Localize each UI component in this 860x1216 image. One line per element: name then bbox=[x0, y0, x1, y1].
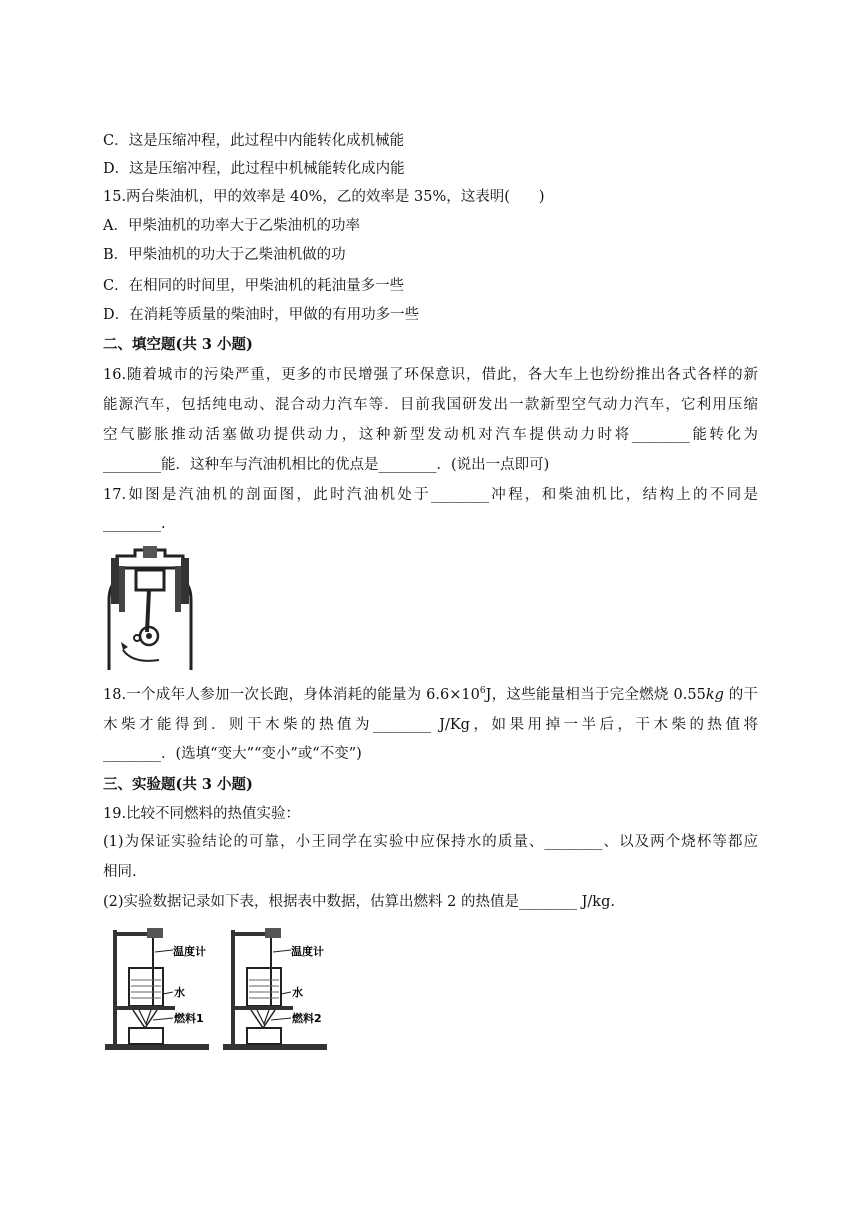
rotation-arrow bbox=[123, 650, 159, 661]
q15-option-a: A．甲柴油机的功率大于乙柴油机的功率 bbox=[103, 218, 360, 234]
q16-line2: 能源汽车，包括纯电动、混合动力汽车等．目前我国研发出一款新型空气动力汽车，它利用压缩 bbox=[103, 397, 758, 413]
q18-line1: 18.一个成年人参加一次长跑，身体消耗的能量为 $6.6\times 10^6J$，这些能量相当于完全燃烧 0.55kg 的干 bbox=[103, 686, 759, 703]
fuel-apparatus-figure bbox=[103, 924, 335, 1052]
q14-option-c: C．这是压缩冲程，此过程中内能转化成机械能 bbox=[103, 133, 405, 149]
q19-part1-line1: (1)为保证实验结论的可靠，小王同学在实验中应保持水的质量、________、以及两个烧杯等都应 bbox=[103, 834, 758, 850]
q17-line1: 17.如图是汽油机的剖面图，此时汽油机处于________冲程，和柴油机比，结构上的不同是 bbox=[103, 487, 758, 503]
connecting-rod bbox=[147, 590, 149, 632]
q15-stem: 15.两台柴油机，甲的效率是 40%，乙的效率是 35%，这表明( ) bbox=[103, 189, 545, 205]
section3-heading: 三、实验题(共 3 小题) bbox=[103, 776, 253, 793]
label-thermometer-right: 温度计 bbox=[291, 945, 324, 958]
section2-heading: 二、填空题(共 3 小题) bbox=[103, 336, 253, 353]
spark-plug bbox=[143, 546, 157, 558]
apparatus-right bbox=[223, 928, 327, 1050]
intake-valve-block bbox=[111, 558, 119, 604]
q15-option-b: B．甲柴油机的功大于乙柴油机做的功 bbox=[103, 247, 346, 263]
q17-line2: ________. bbox=[103, 516, 166, 532]
q18-line2: 木柴才能得到．则干木柴的热值为________ J/Kg，如果用掉一半后，干木柴的热值将 bbox=[103, 717, 758, 733]
q19-part2: (2)实验数据记录如下表，根据表中数据，估算出燃料 2 的热值是________ J/kg. bbox=[103, 894, 615, 910]
q16-line4: ________能．这种车与汽油机相比的优点是________．(说出一点即可) bbox=[103, 457, 550, 473]
label-fuel-left: 燃料1 bbox=[174, 1012, 204, 1025]
piston bbox=[136, 570, 164, 590]
label-water-left: 水 bbox=[174, 986, 185, 999]
q15-option-c: C．在相同的时间里，甲柴油机的耗油量多一些 bbox=[103, 278, 405, 294]
q14-option-d: D．这是压缩冲程，此过程中机械能转化成内能 bbox=[103, 161, 405, 177]
q19-part1-line2: 相同. bbox=[103, 864, 137, 880]
exhaust-valve-block bbox=[181, 558, 189, 604]
label-thermometer-left: 温度计 bbox=[173, 945, 206, 958]
apparatus-left bbox=[105, 928, 209, 1050]
unit-kg: kg bbox=[705, 687, 724, 703]
exponent: 6 bbox=[479, 686, 486, 697]
q15-option-d: D．在消耗等质量的柴油时，甲做的有用功多一些 bbox=[103, 307, 420, 323]
label-water-right: 水 bbox=[292, 986, 303, 999]
q16-line1: 16.随着城市的污染严重，更多的市民增强了环保意识，借此，各大车上也纷纷推出各式各样的新 bbox=[103, 367, 758, 383]
gasoline-engine-figure bbox=[103, 546, 197, 672]
q19-stem: 19.比较不同燃料的热值实验： bbox=[103, 806, 301, 822]
q16-line3: 空气膨胀推动活塞做功提供动力，这种新型发动机对汽车提供动力时将________能转化为 bbox=[103, 427, 758, 443]
label-fuel-right: 燃料2 bbox=[292, 1012, 322, 1025]
q18-line3: ________．(选填“变大”“变小”或“不变”) bbox=[103, 746, 362, 762]
